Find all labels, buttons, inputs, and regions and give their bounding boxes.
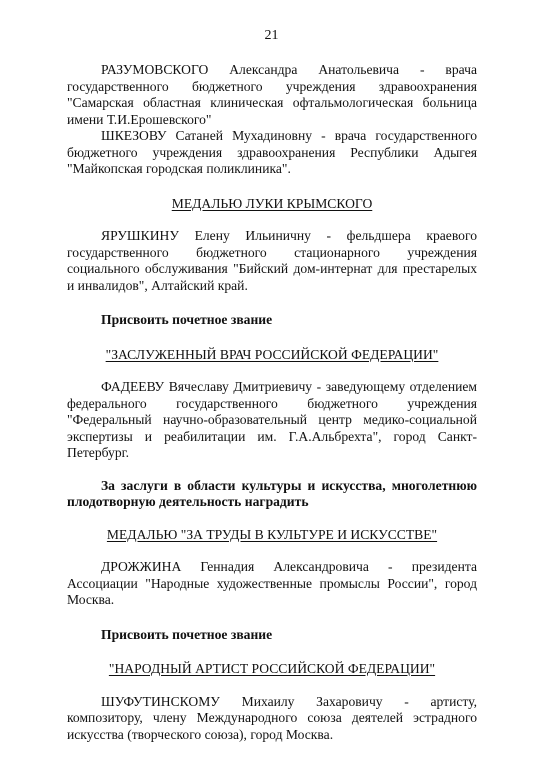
section-title-honorary-title: Присвоить почетное звание bbox=[101, 312, 273, 327]
page-number: 21 bbox=[264, 28, 279, 43]
award-heading-culture-medal: МЕДАЛЬЮ "ЗА ТРУДЫ В КУЛЬТУРЕ И ИСКУССТВЕ" bbox=[106, 526, 438, 542]
award-entry-fadeev: ФАДЕЕВУ Вячеславу Дмитриевичу - заведующему отделением федерального государственного бюджетного учреждения "Федеральный научно-образовательный центр медико-социальной экспертизы и реабилитации им. Г.А.Альбрехта", город Санкт-Петербург. bbox=[67, 379, 477, 460]
award-entry-drozhzhin: ДРОЖЖИНА Геннадия Александровича - президента Ассоциации "Народные художественные промыслы России", город Москва. bbox=[67, 559, 477, 607]
award-entry-shufutinsky: ШУФУТИНСКОМУ Михаилу Захаровичу - артисту, композитору, члену Международного союза деятелей эстрадного искусства (творческого союза), город Москва. bbox=[67, 693, 477, 742]
award-entry-shkezova: ШКЕЗОВУ Сатаней Мухадиновну - врача государственного бюджетного учреждения здравоохранения Республики Адыгея "Майкопская городская поликлиника". bbox=[67, 128, 477, 176]
award-heading-honored-doctor: "ЗАСЛУЖЕННЫЙ ВРАЧ РОССИЙСКОЙ ФЕДЕРАЦИИ" bbox=[105, 346, 439, 362]
award-heading-peoples-artist: "НАРОДНЫЙ АРТИСТ РОССИЙСКОЙ ФЕДЕРАЦИИ" bbox=[108, 661, 436, 676]
award-entry-razumovsky: РАЗУМОВСКОГО Александра Анатольевича - врача государственного бюджетного учреждения здравоохранения "Самарская областная клиническая офтальмологическая больница имени Т.И.Ерошевского" bbox=[67, 62, 477, 127]
award-entry-yarushkina: ЯРУШКИНУ Елену Ильиничну - фельдшера краевого государственного бюджетного стационарного учреждения социального обслуживания "Бийский дом-интернат для престарелых и инвалидов", Алтайский край. bbox=[67, 228, 477, 293]
section-title-culture-merits: За заслуги в области культуры и искусства, многолетнюю плодотворную деятельность наградить bbox=[67, 477, 477, 509]
section-title-honorary-title-2: Присвоить почетное звание bbox=[101, 626, 273, 642]
document-body bbox=[67, 62, 477, 743]
award-heading-luka-krymsky-medal: МЕДАЛЬЮ ЛУКИ КРЫМСКОГО bbox=[171, 195, 373, 211]
